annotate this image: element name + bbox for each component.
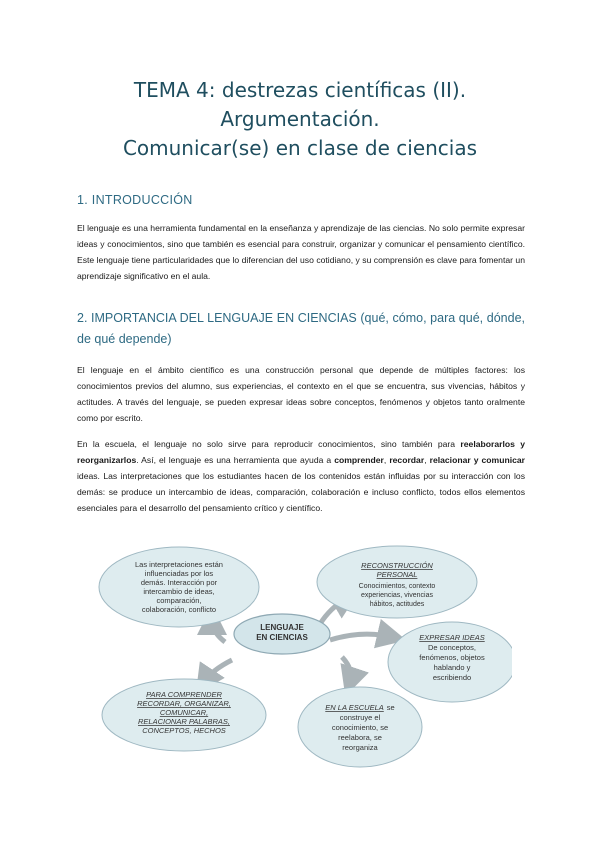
center-line: LENGUAJE bbox=[260, 623, 304, 632]
node-center bbox=[234, 614, 330, 654]
title-line-3: Comunicar(se) en clase de ciencias bbox=[122, 136, 478, 160]
arrow-to-expresar bbox=[330, 634, 392, 640]
p2-bold: recordar bbox=[389, 455, 425, 465]
para-line: RELACIONAR PALABRAS, bbox=[138, 717, 230, 726]
arrow-to-para bbox=[204, 660, 232, 682]
section-1-paragraph: El lenguaje es una herramienta fundamental en la enseñanza y aprendizaje de las ciencias. No solo permite expresar ideas y conocimientos, sino que también es esencial para construir, organizar y comunicar el pensamiento científico. Este lenguaje tiene particularidades que lo diferencian del uso cotidiano, y su comprensión es clave para fomentar un aprendizaje significativo en el aula. bbox=[77, 223, 525, 281]
reconstruccion-body-line: experiencias, vivencias bbox=[361, 592, 433, 599]
arrow-to-escuela bbox=[342, 657, 351, 682]
section-2-heading: 2. IMPORTANCIA DEL LENGUAJE EN CIENCIAS (qué, cómo, para qué, dónde, de qué depende) bbox=[77, 311, 525, 346]
para-line: RECORDAR, ORGANIZAR, bbox=[137, 699, 231, 708]
interpretaciones-line: demás. Interacción por bbox=[140, 578, 218, 587]
section-1-heading: 1. INTRODUCCIÓN bbox=[77, 193, 193, 207]
title-line-1: TEMA 4: destrezas científicas (II). bbox=[133, 78, 467, 102]
reconstruccion-title-line: RECONSTRUCCIÓN bbox=[361, 561, 433, 570]
title-line-2: Argumentación. bbox=[220, 107, 380, 131]
p2-text: En la escuela, el lenguaje no solo sirve para reproducir conocimientos, sino también para bbox=[77, 439, 461, 449]
p2-bold: relacionar y comunicar bbox=[429, 455, 525, 465]
p2-bold: reelaborarlos y reorganizarlos bbox=[77, 439, 525, 465]
reconstruccion-body-line: Conocimientos, contexto bbox=[358, 583, 436, 590]
concept-map-diagram bbox=[92, 542, 512, 772]
escuela-body-line: conocimiento, se bbox=[331, 723, 389, 732]
node-para bbox=[102, 679, 266, 751]
expresar-body-line: fenómenos, objetos bbox=[419, 653, 485, 662]
section-2-paragraph-2 bbox=[77, 436, 525, 516]
interpretaciones-line: comparación, bbox=[156, 596, 202, 605]
interpretaciones-line: Las interpretaciones están bbox=[135, 560, 223, 569]
escuela-body-line: se bbox=[386, 703, 395, 712]
p2-text: . Así, el lenguaje es una herramienta que ayuda a bbox=[136, 455, 335, 465]
section-2-paragraph-1: El lenguaje en el ámbito científico es una construcción personal que depende de múltiples factores: los conocimientos previos del alumno, sus experiencias, el contexto en el que se encuentra, sus vivencias, hábitos y actitudes. A través del lenguaje, se pueden expresar ideas sobre conceptos, fenómenos y objetos tanto oralmente como por escrito. bbox=[77, 365, 525, 423]
expresar-body-line: hablando y bbox=[433, 663, 471, 672]
escuela-body-line: construye el bbox=[339, 713, 381, 722]
para-line: CONCEPTOS, HECHOS bbox=[142, 726, 226, 735]
p2-bold: comprender bbox=[334, 455, 384, 465]
para-line: PARA COMPRENDER bbox=[146, 690, 222, 699]
interpretaciones-line: intercambio de ideas, bbox=[143, 587, 215, 596]
para-line: COMUNICAR, bbox=[159, 708, 209, 717]
node-expresar bbox=[388, 622, 512, 702]
interpretaciones-line: colaboración, conflicto bbox=[141, 605, 217, 614]
expresar-body-line: escribiendo bbox=[432, 673, 472, 682]
center-line: EN CIENCIAS bbox=[256, 633, 308, 642]
escuela-body-line: reorganiza bbox=[342, 743, 378, 752]
document-title bbox=[0, 76, 600, 163]
reconstruccion-body-line: hábitos, actitudes bbox=[369, 601, 425, 608]
reconstruccion-title-line: PERSONAL bbox=[376, 570, 418, 579]
node-escuela bbox=[298, 687, 422, 767]
node-reconstruccion bbox=[317, 546, 477, 618]
escuela-title: EN LA ESCUELA bbox=[325, 703, 384, 712]
expresar-title: EXPRESAR IDEAS bbox=[419, 633, 485, 642]
node-interpretaciones bbox=[99, 547, 259, 627]
p2-text: , bbox=[424, 455, 430, 465]
escuela-body-line: reelabora, se bbox=[338, 733, 382, 742]
p2-text: , bbox=[383, 455, 390, 465]
interpretaciones-line: influenciadas por los bbox=[144, 569, 214, 578]
p2-text: ideas. Las interpretaciones que los estudiantes hacen de los contenidos están influidas por su interacción con los demás: se produce un intercambio de ideas, comparación, colaboración e incluso conflicto, todos ellos elementos esenciales para el desarrollo del pensamiento crítico y científico. bbox=[77, 471, 525, 513]
expresar-body-line: De conceptos, bbox=[428, 643, 476, 652]
